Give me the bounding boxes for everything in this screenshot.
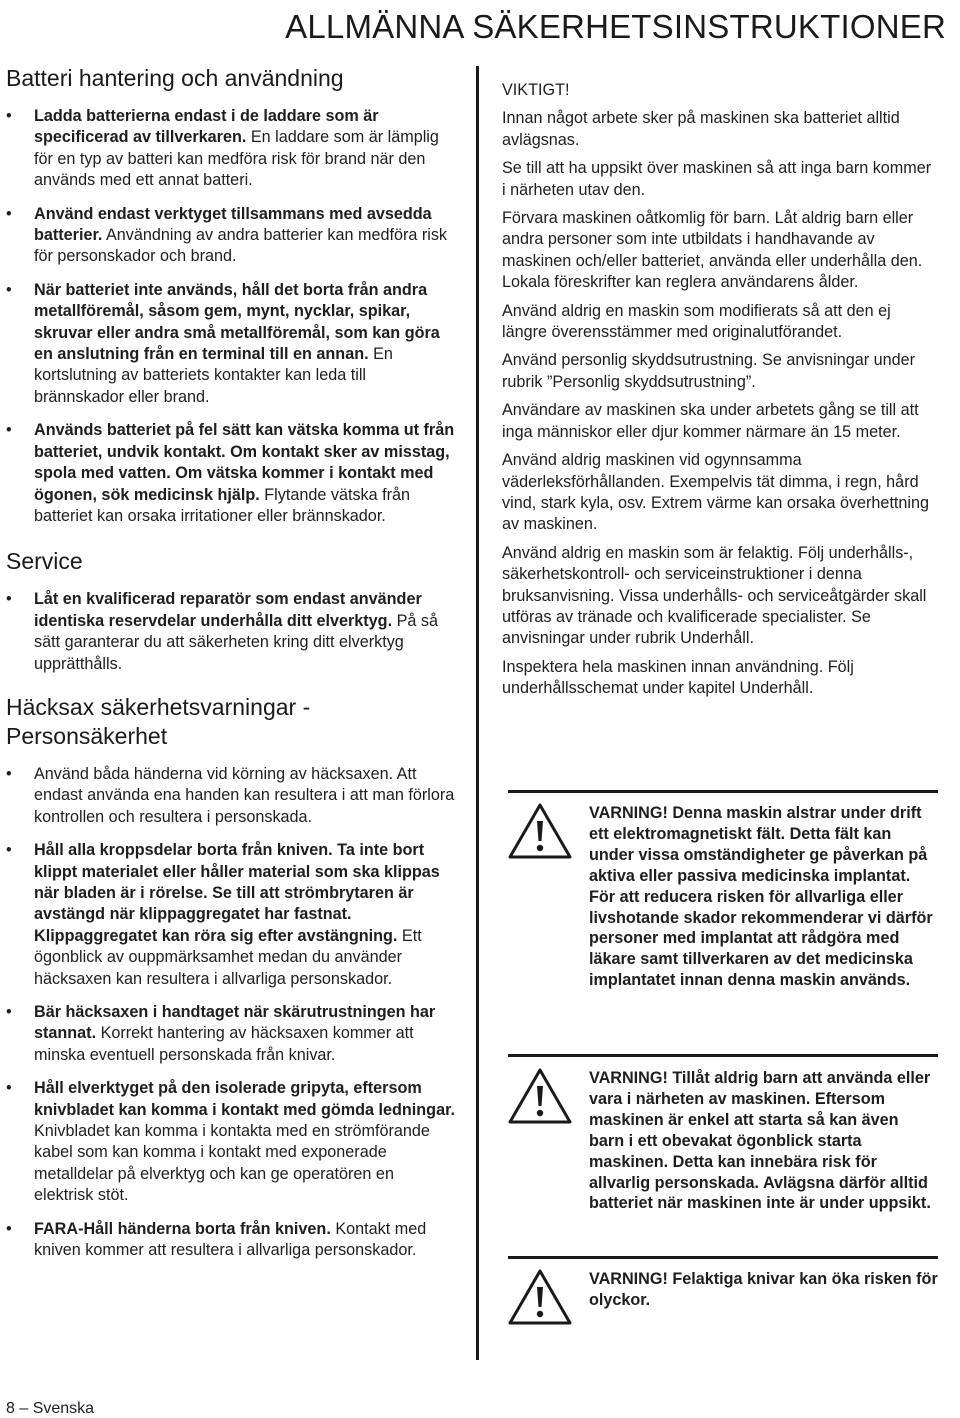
warning-separator <box>508 790 938 793</box>
paragraph: Användare av maskinen ska under arbetets gång se till att inga människor eller djur kommer närmare än 15 meter. <box>502 401 919 441</box>
bullet-dot-icon: • <box>6 280 12 299</box>
column-divider <box>476 66 479 1360</box>
warning-block <box>508 1269 938 1311</box>
hedge-list <box>6 764 456 1262</box>
bullet-item <box>6 1002 456 1066</box>
warning-block <box>508 803 938 991</box>
bullet-item <box>6 764 456 828</box>
paragraph: Inspektera hela maskinen innan användning. Följ underhållsschemat under kapitel Underhåll. <box>502 657 854 698</box>
bullet-dot-icon: • <box>6 764 12 783</box>
bullet-bold-text: Bär häcksaxen i handtaget när skärutrustningen har stannat. <box>34 1003 436 1043</box>
paragraph: Använd personlig skyddsutrustning. Se anvisningar under rubrik ”Personlig skyddsutrustning”. <box>502 351 916 391</box>
hedge-heading-line-2: Personsäkerhet <box>6 722 168 749</box>
bullet-normal-text: Flytande vätska från batteriet kan orsaka irritationer eller brännskador. <box>34 485 411 525</box>
bullet-normal-text: Ett ögonblick av ouppmärksamhet medan du använder häcksaxen kan resultera i allvarliga personskador. <box>34 926 422 988</box>
bullet-dot-icon: • <box>6 1219 12 1238</box>
warning-text: VARNING! Tillåt aldrig barn att använda eller vara i närheten av maskinen. Eftersom maskinen är enkel att starta så kan även barn i ett obevakat ögonblick starta maskinen. Detta kan innebära risk för allvarlig personskada. Avlägsna därför alltid batteriet när maskinen inte är under uppsikt. <box>589 1069 931 1213</box>
paragraph: Se till att ha uppsikt över maskinen så att inga barn kommer i närheten utav den. <box>502 159 932 199</box>
paragraph: Använd aldrig en maskin som modifierats så att den ej längre överensstämmer med originalutförandet. <box>502 301 891 342</box>
bullet-bold-text: Låt en kvalificerad reparatör som endast använder identiska reservdelar underhålla ditt elverktyg. <box>34 590 422 630</box>
bullet-normal-text: Använd båda händerna vid körning av häcksaxen. Att endast använda ena handen kan resultera i att man förlora kontrollen och resultera i personskada. <box>34 764 455 826</box>
bullet-bold-text: Håll elverktyget på den isolerade gripyta, eftersom knivbladet kan komma i kontakt med gömda ledningar. <box>34 1079 455 1119</box>
service-list <box>6 589 456 675</box>
bullet-dot-icon: • <box>6 841 12 860</box>
warning-text: VARNING! Felaktiga knivar kan öka risken för olyckor. <box>589 1270 938 1309</box>
hedge-safety-heading <box>6 693 456 751</box>
bullet-bold-text: När batteriet inte används, håll det borta från andra metallföremål, såsom gem, mynt, nycklar, spikar, skruvar eller andra små metallföremål, som kan göra en anslutning från en terminal till en annan. <box>34 280 440 364</box>
battery-heading: Batteri hantering och användning <box>6 65 344 91</box>
page-footer: 8 – Svenska <box>6 1400 95 1417</box>
important-label: VIKTIGT! <box>502 81 570 99</box>
bullet-dot-icon: • <box>6 107 12 125</box>
bullet-item <box>6 420 456 527</box>
battery-list <box>6 106 456 527</box>
page-title: ALLMÄNNA SÄKERHETSINSTRUKTIONER <box>285 8 946 45</box>
bullet-bold-text: Använd endast verktyget tillsammans med avsedda batterier. <box>34 204 432 245</box>
bullet-dot-icon: • <box>6 1003 12 1021</box>
bullet-dot-icon: • <box>6 421 12 440</box>
warning-separator <box>508 1256 938 1259</box>
warning-triangle-icon <box>508 1068 572 1124</box>
right-column <box>502 80 938 707</box>
warning-triangle-icon <box>508 1269 572 1325</box>
paragraph: Innan något arbete sker på maskinen ska batteriet alltid avlägsnas. <box>502 109 900 149</box>
bullet-item <box>6 106 456 192</box>
bullet-bold-text: Håll alla kroppsdelar borta från kniven. Ta inte bort klippt materialet eller håller material som ska klippas när bladen är i rörelse. Se till att strömbrytaren är avstängd när klippaggregatet har fastnat. Klippaggregatet kan röra sig efter avstängning. <box>34 841 440 945</box>
bullet-item <box>6 280 456 408</box>
bullet-normal-text: Kontakt med kniven kommer att resultera i allvarliga personskador. <box>34 1219 427 1260</box>
bullet-bold-text: FARA-Håll händerna borta från kniven. <box>34 1219 331 1238</box>
warning-separator <box>508 1054 938 1057</box>
bullet-normal-text: På så sätt garanterar du att säkerheten kring ditt elverktyg upprätthålls. <box>34 611 438 673</box>
bullet-dot-icon: • <box>6 590 12 609</box>
bullet-dot-icon: • <box>6 1079 12 1098</box>
bullet-item <box>6 840 456 990</box>
warning-block <box>508 1068 938 1214</box>
paragraph: Förvara maskinen oåtkomlig för barn. Låt aldrig barn eller andra personer som inte utbildats i handhavande av maskinen och/eller batteriet, använda eller underhålla den. Lokala föreskrifter kan reglera användarens ålder. <box>502 209 923 292</box>
warning-text: VARNING! Denna maskin alstrar under drift ett elektromagnetiskt fält. Detta fält kan under vissa omständigheter ge påverkan på aktiva eller passiva medicinska implantat. För att reducera risken för allvarliga eller livshotande skador rekommenderar vi därför personer med implantat att rådgöra med läkare samt tillverkaren av det medicinska implantatet innan denna maskin används. <box>589 804 933 990</box>
left-column <box>6 60 456 1273</box>
bullet-item <box>6 1078 456 1206</box>
bullet-item <box>6 589 456 675</box>
bullet-normal-text: En laddare som är lämplig för en typ av batteri kan medföra risk för brand när den används med ett annat batteri. <box>34 128 439 190</box>
bullet-bold-text: Används batteriet på fel sätt kan vätska komma ut från batteriet, undvik kontakt. Om kontakt sker av misstag, spola med vatten. Om vätska kommer i kontakt med ögonen, sök medicinsk hjälp. <box>34 421 455 504</box>
bullet-dot-icon: • <box>6 204 12 223</box>
bullet-normal-text: Knivbladet kan komma i kontakta med en strömförande kabel som kan komma i kontakt med exponerade metalldelar på elverktyg och kan ge operatören en elektrisk stöt. <box>34 1122 430 1205</box>
service-heading: Service <box>6 548 83 575</box>
hedge-heading-line-1: Häcksax säkerhetsvarningar - <box>6 693 311 720</box>
warning-triangle-icon <box>508 803 572 859</box>
bullet-item <box>6 1219 456 1262</box>
paragraph: Använd aldrig maskinen vid ogynnsamma väderleksförhållanden. Exempelvis tät dimma, i regn, hård vind, stark kyla, osv. Extrem värme kan orsaka överhettning av maskinen. <box>502 451 930 534</box>
bullet-normal-text: En kortslutning av batteriets kontakter kan leda till brännskador eller brand. <box>34 345 393 406</box>
bullet-bold-text: Ladda batterierna endast i de laddare som är specificerad av tillverkaren. <box>34 107 379 147</box>
bullet-normal-text: Korrekt hantering av häcksaxen kommer att minska eventuell personskada från knivar. <box>34 1024 414 1064</box>
paragraph: Använd aldrig en maskin som är felaktig. Följ underhålls-, säkerhetskontroll- och serviceinstruktioner i denna bruksanvisning. Vissa underhålls- och serviceåtgärder skall utföras av tränade och kvalificerade specialister. Se anvisningar under rubrik Underhåll. <box>502 543 927 648</box>
bullet-item <box>6 204 456 268</box>
bullet-normal-text: Användning av andra batterier kan medföra risk för personskador och brand. <box>34 226 448 266</box>
